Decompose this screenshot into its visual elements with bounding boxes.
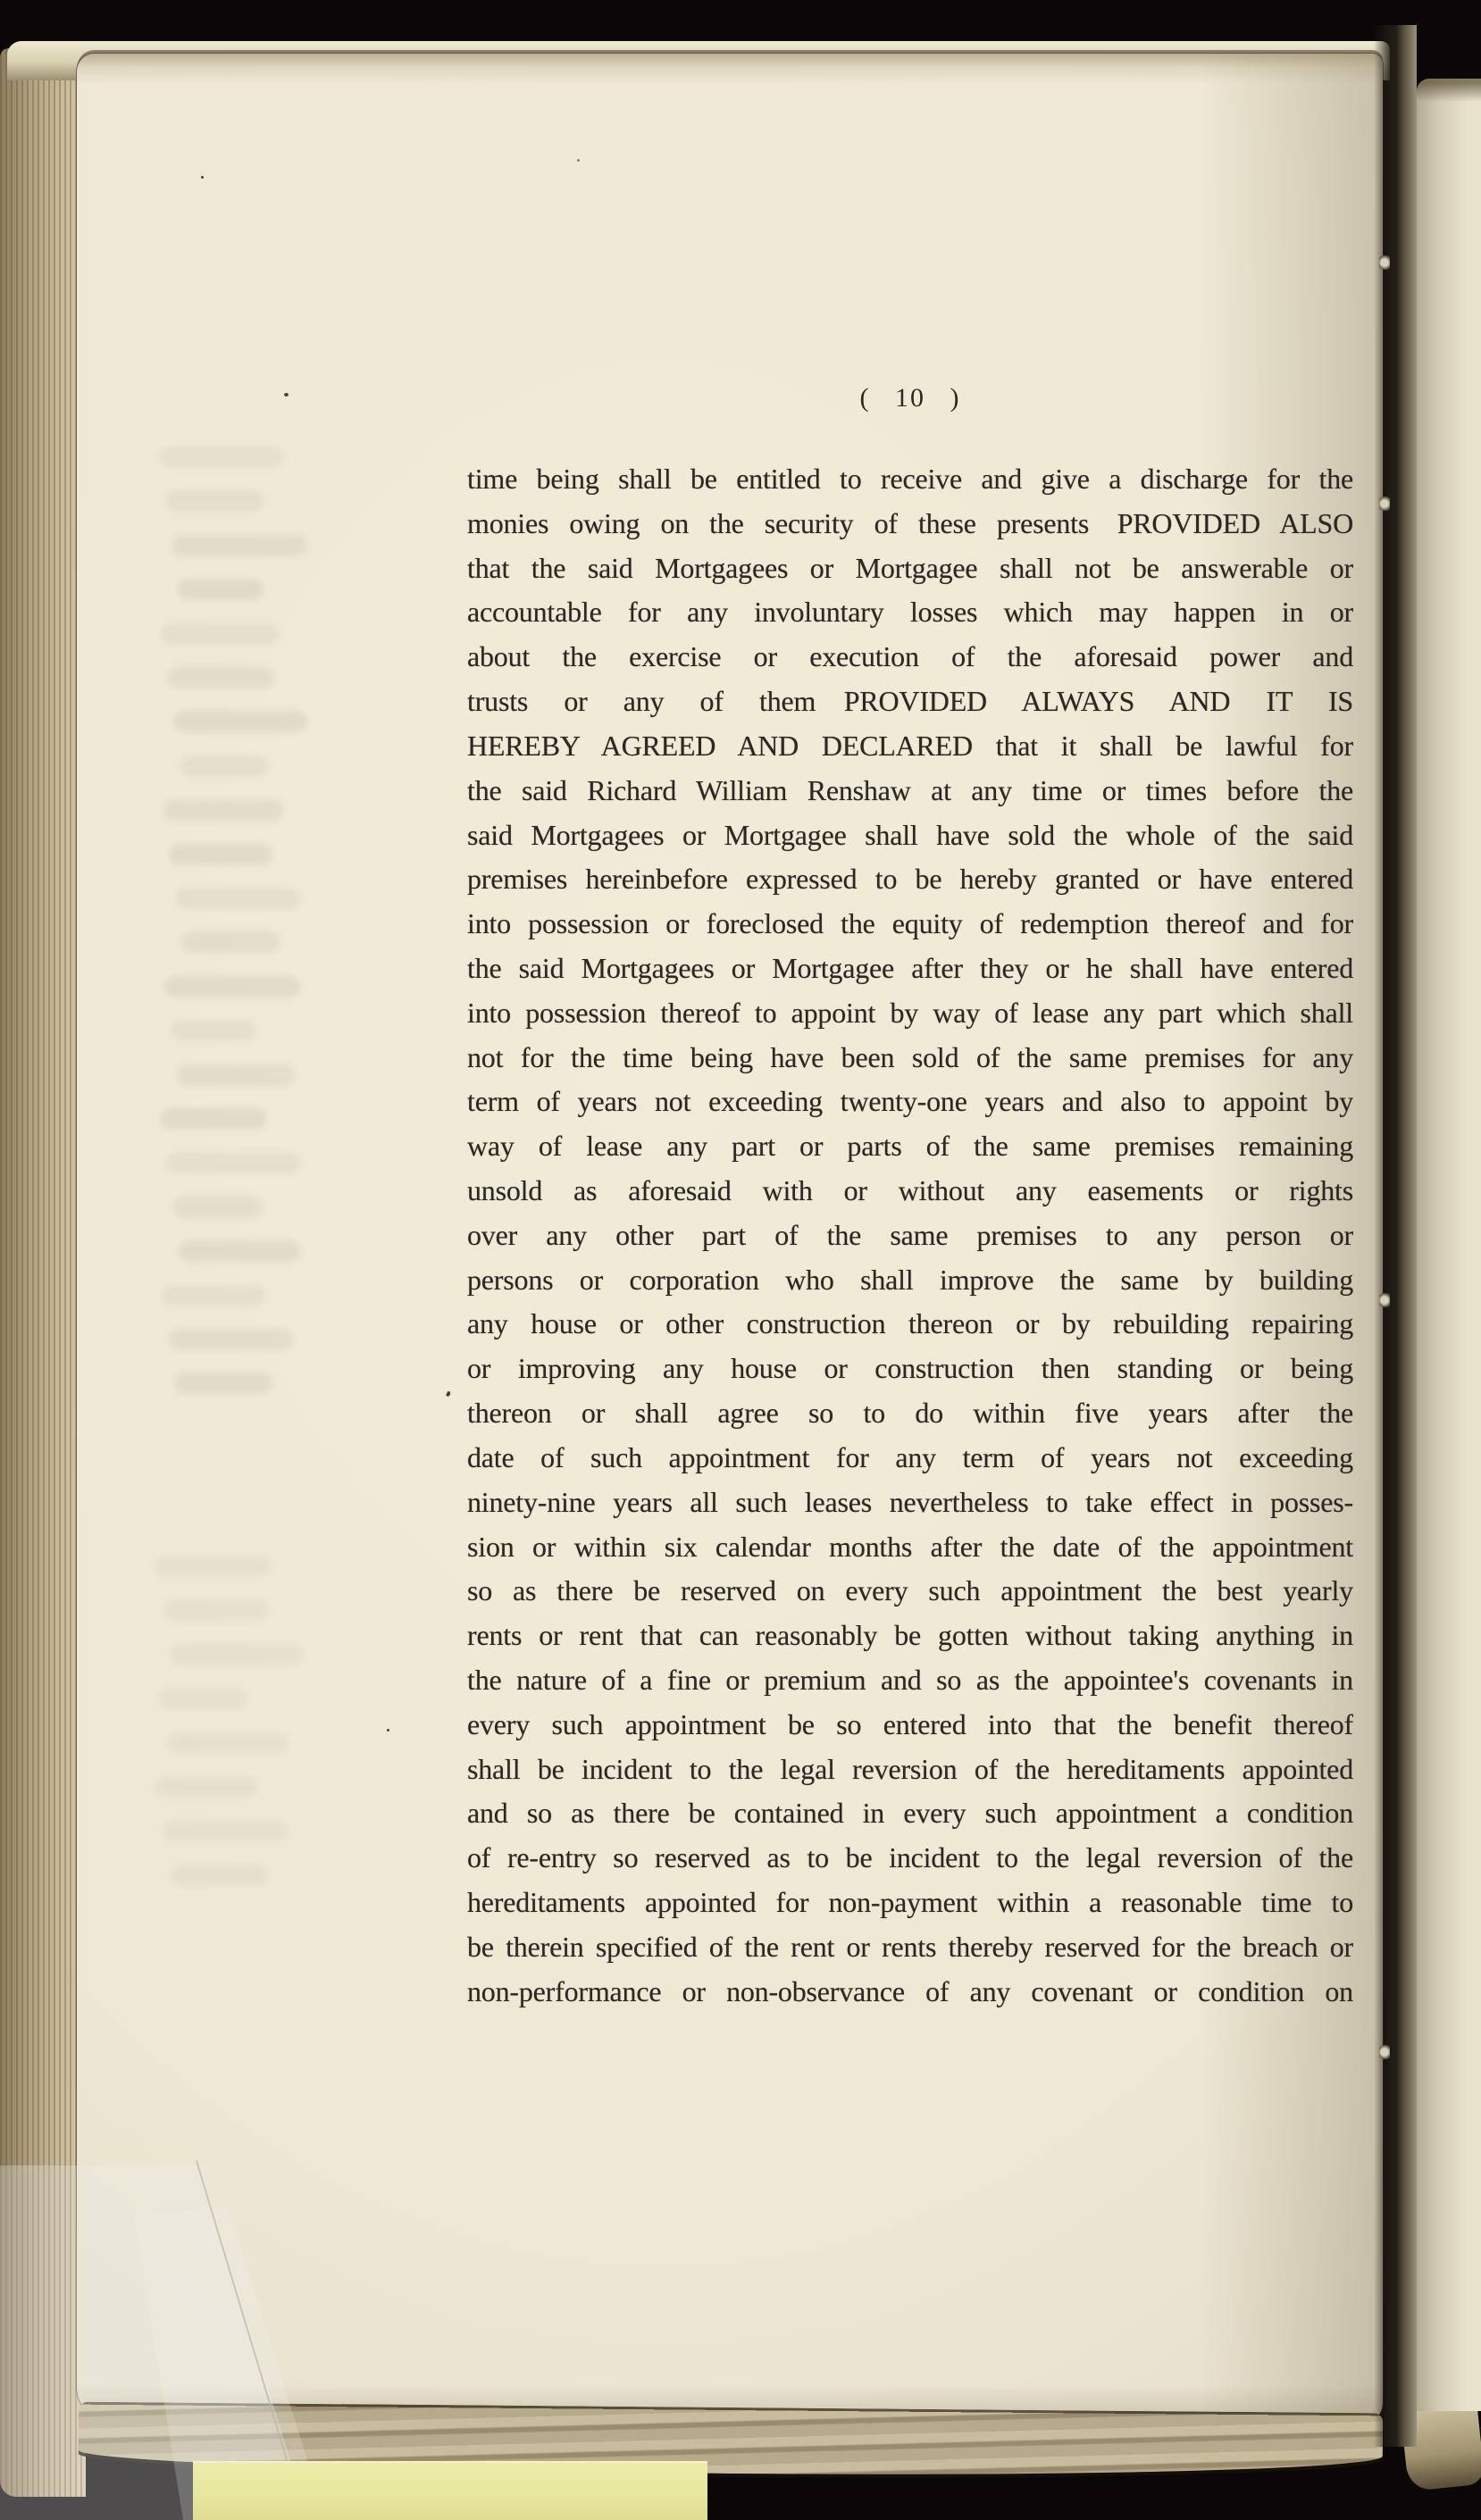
yellow-note <box>193 2461 707 2520</box>
book-page <box>77 54 1383 2425</box>
text-line: hereditaments appointed for non-payment within a reasonable time to <box>467 1886 1353 1918</box>
paper-speck <box>446 1390 451 1397</box>
text-line: and so as there be contained in every such appointment a condition <box>467 1797 1353 1830</box>
text-line: time being shall be entitled to receive and give a discharge for the <box>467 463 1353 495</box>
text-line: thereon or shall agree so to do within five years after the <box>467 1397 1353 1430</box>
binding-stitch <box>1379 255 1390 270</box>
text-line: that the said Mortgagees or Mortgagee shall not be answerable or <box>467 551 1353 584</box>
text-line: or improving any house or construction then standing or being <box>467 1352 1353 1385</box>
text-line: trusts or any of them PROVIDED ALWAYS AND IT IS <box>467 685 1353 718</box>
text-line: ninety-nine years all such leases nevertheless to take effect in posses- <box>467 1485 1353 1518</box>
text-line: term of years not exceeding twenty-one years and also to appoint by <box>467 1085 1353 1118</box>
text-line: the said Richard William Renshaw at any time or times before the <box>467 773 1353 806</box>
text-line: any house or other construction thereon or by rebuilding repairing <box>467 1307 1353 1340</box>
text-line: monies owing on the security of these presents PROVIDED ALSO <box>467 506 1353 539</box>
text-line: shall be incident to the legal reversion of the hereditaments appointed <box>467 1752 1353 1785</box>
text-line: over any other part of the same premises to any person or <box>467 1218 1353 1251</box>
paper-speck <box>284 393 289 396</box>
binding-stitch <box>1379 2045 1390 2059</box>
book-gutter <box>1374 25 1417 2447</box>
text-line: into possession or foreclosed the equity of redemption thereof and for <box>467 907 1353 940</box>
text-line: unsold as aforesaid with or without any easements or rights <box>467 1174 1353 1206</box>
text-line: rents or rent that can reasonably be gotten without taking anything in <box>467 1619 1353 1652</box>
page-number: ( 10 ) <box>859 383 961 413</box>
paper-speck <box>201 176 204 179</box>
text-line: of re-entry so reserved as to be incident to the legal reversion of the <box>467 1841 1353 1874</box>
text-line: not for the time being have been sold of the same premises for any <box>467 1040 1353 1073</box>
text-line: HEREBY AGREED AND DECLARED that it shall be lawful for <box>467 729 1353 762</box>
text-line: said Mortgagees or Mortgagee shall have sold the whole of the said <box>467 818 1353 851</box>
paper-speck <box>577 159 580 162</box>
text-line: about the exercise or execution of the aforesaid power and <box>467 640 1353 673</box>
text-line: be therein specified of the rent or rents thereby reserved for the breach or <box>467 1930 1353 1963</box>
facing-page-edge <box>1417 79 1481 2411</box>
text-line: sion or within six calendar months after the date of the appointment <box>467 1530 1353 1563</box>
text-line: non-performance or non-observance of any covenant or condition on <box>467 1974 1353 2007</box>
text-line: every such appointment be so entered into that the benefit thereof <box>467 1707 1353 1740</box>
text-line: the nature of a fine or premium and so as the appointee's covenants in <box>467 1663 1353 1696</box>
text-line: date of such appointment for any term of years not exceeding <box>467 1440 1353 1473</box>
text-line: the said Mortgagees or Mortgagee after they or he shall have entered <box>467 951 1353 984</box>
binding-stitch <box>1379 496 1390 511</box>
book-fore-edge-pages <box>0 48 86 2497</box>
text-line: into possession thereof to appoint by way of lease any part which shall <box>467 996 1353 1029</box>
text-line: premises hereinbefore expressed to be hereby granted or have entered <box>467 863 1353 896</box>
paper-speck <box>387 1729 389 1731</box>
text-line: persons or corporation who shall improve the same by building <box>467 1263 1353 1296</box>
page-text <box>467 457 1353 2014</box>
binding-stitch <box>1379 1293 1390 1307</box>
text-line: so as there be reserved on every such appointment the best yearly <box>467 1574 1353 1607</box>
show-through-text <box>152 54 366 2018</box>
text-line: way of lease any part or parts of the same premises remaining <box>467 1130 1353 1163</box>
text-line: accountable for any involuntary losses which may happen in or <box>467 596 1353 629</box>
